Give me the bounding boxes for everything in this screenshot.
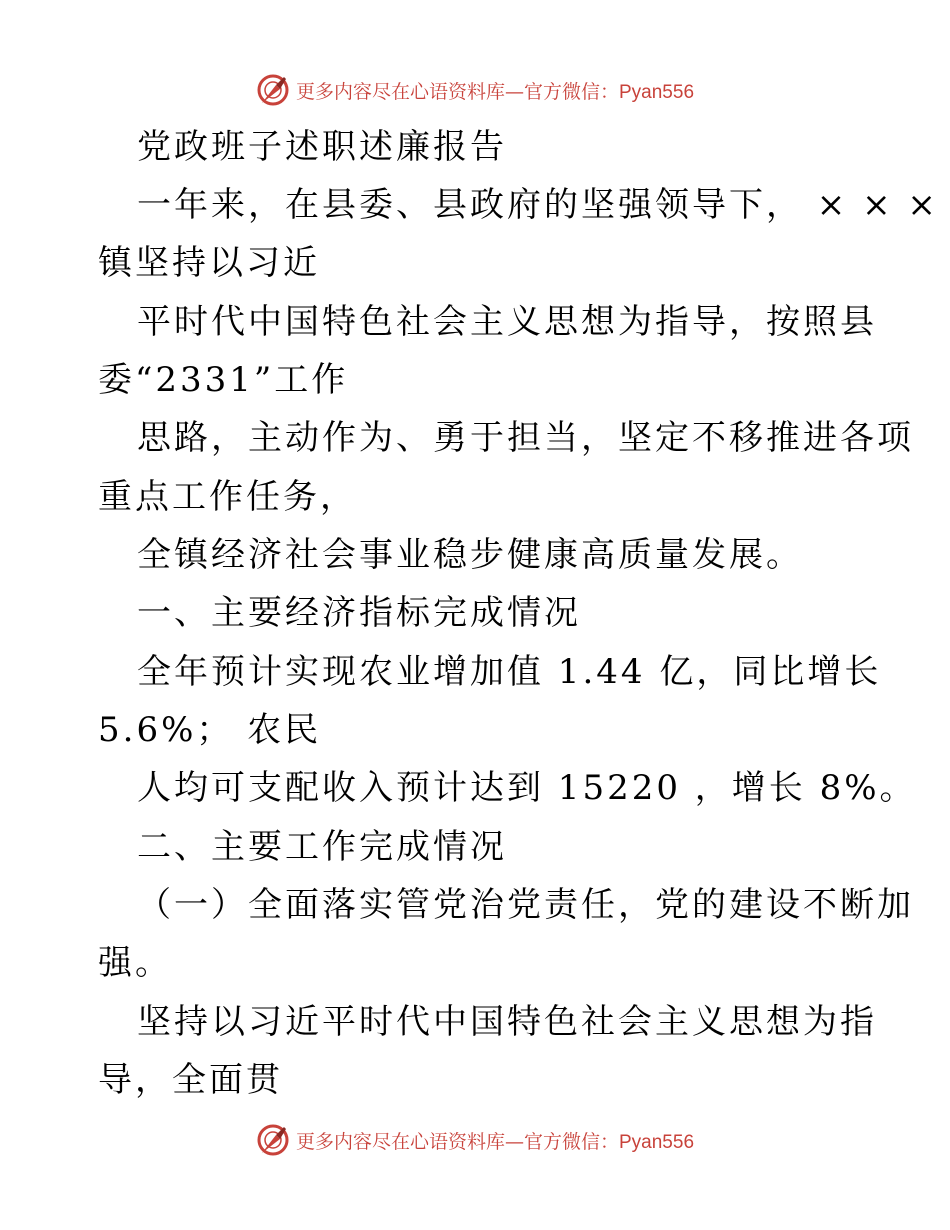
paragraph-line: 思路，主动作为、勇于担当，坚定不移推进各项 — [137, 418, 914, 458]
pen-nib-logo-icon — [256, 1123, 290, 1157]
document-title: 党政班子述职述廉报告 — [137, 127, 507, 167]
paragraph-line: 5.6%； 农民 — [98, 710, 322, 750]
section-heading: 一、主要经济指标完成情况 — [137, 593, 581, 633]
paragraph-line: 委“2331”工作 — [98, 360, 349, 400]
pen-nib-logo-icon — [256, 73, 290, 107]
paragraph-line: 镇坚持以习近 — [98, 243, 320, 283]
paragraph-line: 导，全面贯 — [98, 1060, 283, 1100]
paragraph-line: 平时代中国特色社会主义思想为指导，按照县 — [137, 302, 877, 342]
footer-banner-text: 更多内容尽在心语资料库—官方微信： — [295, 1130, 619, 1153]
paragraph-line: 坚持以习近平时代中国特色社会主义思想为指 — [137, 1002, 877, 1042]
paragraph-line: 一年来，在县委、县政府的坚强领导下， × × × — [137, 185, 939, 225]
section-heading: 二、主要工作完成情况 — [137, 827, 507, 867]
footer-banner — [0, 1120, 950, 1160]
footer-banner-wechat: Pyan556 — [619, 1131, 695, 1153]
header-banner-text: 更多内容尽在心语资料库—官方微信： — [295, 80, 619, 103]
paragraph-line: 全镇经济社会事业稳步健康高质量发展。 — [137, 535, 803, 575]
header-banner-wechat: Pyan556 — [619, 81, 695, 103]
paragraph-line: 强。 — [98, 943, 172, 983]
subsection-heading: （一）全面落实管党治党责任，党的建设不断加 — [137, 885, 914, 925]
paragraph-line: 人均可支配收入预计达到 15220 ，增长 8%。 — [137, 768, 917, 808]
paragraph-line: 全年预计实现农业增加值 1.44 亿，同比增长 — [137, 652, 882, 692]
paragraph-line: 重点工作任务， — [98, 477, 357, 517]
header-banner — [0, 70, 950, 110]
